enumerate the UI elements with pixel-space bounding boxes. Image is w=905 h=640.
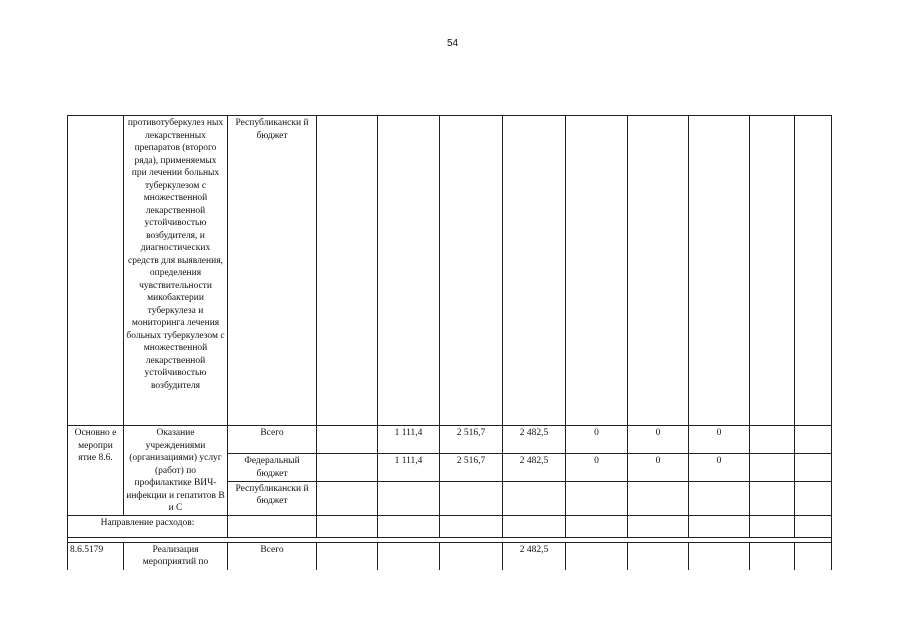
table-row-item-8-6-5179: [68, 542, 832, 570]
empty-cell: [628, 515, 689, 537]
value-cell: [689, 542, 750, 570]
value-cell: 1 111,4: [378, 454, 440, 481]
value-cell: [378, 542, 440, 570]
value-cell: [795, 454, 832, 481]
value-cell: [750, 481, 795, 515]
value-cell: 2 516,7: [440, 426, 503, 454]
value-cell: [440, 481, 503, 515]
funding-source-cell: Всего: [228, 542, 317, 570]
description-cell: противотуберкулез ных лекарственных препаратов (второго ряда), применяемых при лечении больных туберкулезом с множественной лекарственной устойчивостью возбудителя, и диагностических средств для выявления, определения чувствительности микобактерии туберкулеза и мониторинга лечения больных туберкулезом с множественной лекарственной устойчивостью возбудителя: [124, 116, 228, 426]
value-cell: [628, 481, 689, 515]
funding-source-cell: Федеральный бюджет: [228, 454, 317, 481]
value-cell: 2 516,7: [440, 454, 503, 481]
empty-cell: [317, 515, 378, 537]
funding-source-cell: Всего: [228, 426, 317, 454]
value-cell: [628, 542, 689, 570]
main-event-description-cell: Оказание учреждениями (организациями) услуг (работ) по профилактике ВИЧ-инфекции и гепатитов В и С: [124, 426, 228, 516]
value-cell: [795, 116, 832, 426]
value-cell: [440, 116, 503, 426]
value-cell: [317, 426, 378, 454]
value-cell: [689, 116, 750, 426]
item-description-cell: Реализация мероприятий по: [124, 542, 228, 570]
empty-cell: [750, 515, 795, 537]
value-cell: [566, 481, 628, 515]
empty-cell: [378, 515, 440, 537]
direction-label-cell: Направление расходов:: [68, 515, 228, 537]
table-row-tb-continuation: [68, 116, 832, 426]
funding-source-cell: Республикански й бюджет: [228, 116, 317, 426]
empty-cell: [795, 515, 832, 537]
value-cell: [503, 116, 566, 426]
empty-cell: [440, 515, 503, 537]
table-row-main-event-total: [68, 426, 832, 454]
empty-cell: [503, 515, 566, 537]
value-cell: [750, 542, 795, 570]
value-cell: 1 111,4: [378, 426, 440, 454]
value-cell: 0: [628, 454, 689, 481]
value-cell: 0: [628, 426, 689, 454]
table-row-direction: [68, 515, 832, 537]
value-cell: [317, 116, 378, 426]
value-cell: [317, 542, 378, 570]
empty-cell: [566, 515, 628, 537]
value-cell: [378, 116, 440, 426]
value-cell: [750, 426, 795, 454]
value-cell: [317, 481, 378, 515]
page-number: 54: [446, 38, 459, 49]
value-cell: [795, 426, 832, 454]
code-cell: [68, 116, 124, 426]
empty-cell: [689, 515, 750, 537]
value-cell: [750, 116, 795, 426]
value-cell: 0: [566, 454, 628, 481]
budget-table: [67, 115, 832, 570]
main-event-code-cell: Основно е меропри ятие 8.6.: [68, 426, 124, 516]
value-cell: [566, 542, 628, 570]
value-cell: 2 482,5: [503, 426, 566, 454]
value-cell: [503, 481, 566, 515]
value-cell: [317, 454, 378, 481]
value-cell: [689, 481, 750, 515]
value-cell: [750, 454, 795, 481]
value-cell: [628, 116, 689, 426]
item-code-cell: 8.6.5179: [68, 542, 124, 570]
value-cell: [440, 542, 503, 570]
value-cell: 0: [689, 426, 750, 454]
value-cell: [378, 481, 440, 515]
empty-cell: [228, 515, 317, 537]
value-cell: [566, 116, 628, 426]
value-cell: 2 482,5: [503, 454, 566, 481]
value-cell: 0: [566, 426, 628, 454]
value-cell: [795, 542, 832, 570]
value-cell: [795, 481, 832, 515]
funding-source-cell: Республикански й бюджет: [228, 481, 317, 515]
value-cell: 2 482,5: [503, 542, 566, 570]
value-cell: 0: [689, 454, 750, 481]
